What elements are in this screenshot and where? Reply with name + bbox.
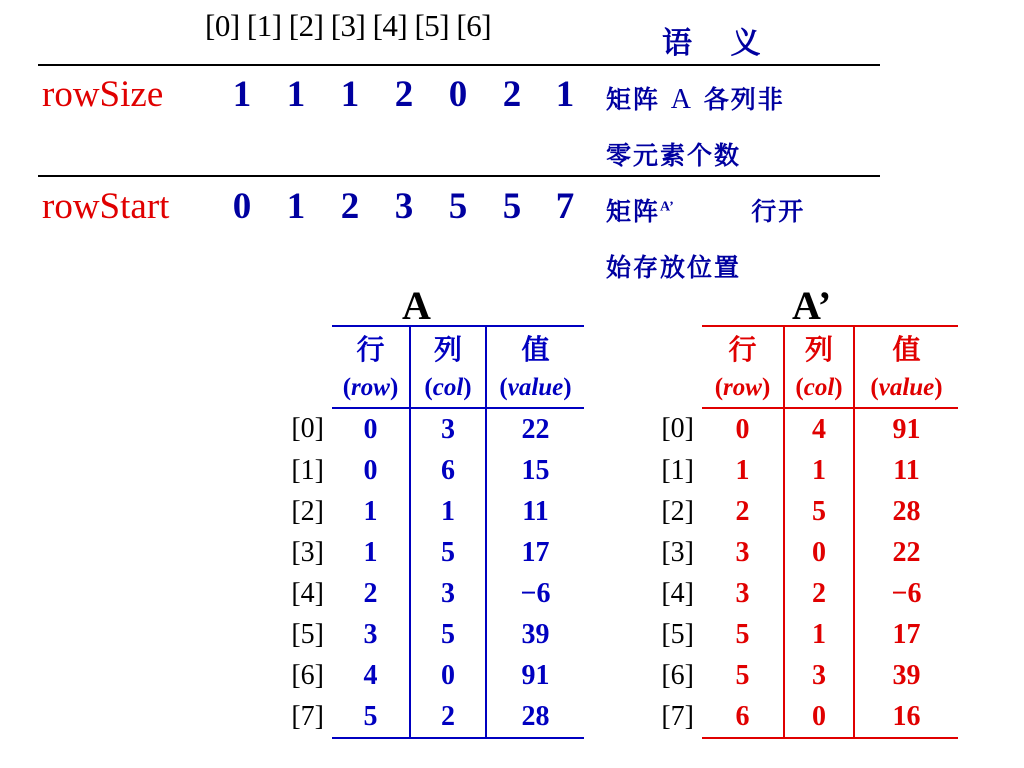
subheader-text: col — [803, 374, 835, 401]
cell-value: 39 — [854, 655, 958, 696]
cell-col: 1 — [784, 450, 854, 491]
cell-row: 0 — [735, 413, 750, 445]
subheader-text: row — [351, 374, 390, 401]
rowstart-value-3: 3 — [394, 186, 414, 227]
divider-top — [38, 64, 880, 66]
row-index: [5] — [291, 618, 324, 650]
row-index: [1] — [661, 454, 694, 486]
desc-text: 矩阵 — [606, 197, 661, 226]
column-index-header: [0] [1] [2] [3] [4] [5] [6] — [205, 8, 492, 43]
row-index: [7] — [661, 701, 694, 732]
rowstart-value-4: 5 — [448, 186, 468, 227]
cell-value: 16 — [854, 696, 958, 738]
cell-value: 15 — [486, 450, 584, 491]
rowsize-value-6: 1 — [555, 74, 575, 115]
cell-col: 2 — [784, 573, 854, 614]
cell-value: 11 — [486, 491, 584, 532]
cell-col: 4 — [784, 408, 854, 450]
desc-text: 矩阵 — [606, 85, 661, 114]
table-a-prime-title: A’ — [792, 283, 832, 328]
rowsize-label: rowSize — [42, 74, 164, 115]
row-index: [3] — [661, 536, 694, 568]
cell-row: 3 — [735, 577, 750, 609]
table-row — [270, 450, 584, 491]
cell-col: 3 — [784, 655, 854, 696]
cell-col: 1 — [410, 491, 486, 532]
header-value: 值 — [486, 326, 584, 369]
table-row — [270, 491, 584, 532]
cell-col: 6 — [410, 450, 486, 491]
header-col: 列 — [410, 326, 486, 369]
row-index: [3] — [291, 536, 324, 568]
cell-value: 91 — [854, 408, 958, 450]
cell-row: 6 — [702, 696, 784, 738]
subheader-value: (value) — [486, 369, 584, 408]
subheader-row: (row) — [332, 369, 410, 408]
cell-col: 3 — [410, 408, 486, 450]
header-value: 值 — [854, 326, 958, 369]
row-index: [2] — [291, 495, 324, 527]
cell-col: 5 — [784, 491, 854, 532]
table-a-prime — [640, 325, 958, 739]
matrix-a-prime-sup: A’ — [660, 199, 674, 215]
matrix-a-letter: A — [670, 84, 693, 115]
subheader-text: value — [878, 374, 935, 401]
table-row — [640, 573, 958, 614]
rowsize-description-line1 — [606, 80, 785, 116]
table-row — [270, 573, 584, 614]
subheader-text: row — [723, 374, 762, 401]
cell-row: 1 — [735, 454, 750, 486]
table-row — [270, 408, 584, 450]
rowstart-value-6: 7 — [555, 186, 575, 227]
table-row — [640, 655, 958, 696]
row-index: [0] — [291, 413, 324, 444]
row-index: [4] — [661, 577, 694, 609]
table-a-title: A — [402, 283, 431, 328]
cell-row: 2 — [363, 577, 378, 609]
desc-text: 行开 — [751, 197, 806, 226]
table-row — [270, 696, 584, 738]
rowstart-label: rowStart — [42, 186, 170, 227]
row-index: [6] — [661, 659, 694, 691]
row-index: [6] — [291, 659, 324, 691]
empty-cell — [640, 326, 702, 369]
subheader-text: col — [432, 374, 464, 401]
cell-row: 5 — [735, 618, 750, 650]
table-row — [270, 532, 584, 573]
cell-row: 5 — [735, 659, 750, 691]
table-row — [640, 491, 958, 532]
row-index: [4] — [291, 577, 324, 609]
header-row: 行 — [332, 326, 410, 369]
cell-row: 5 — [332, 696, 410, 738]
cell-col: 0 — [784, 532, 854, 573]
cell-col: 5 — [410, 532, 486, 573]
rowsize-value-2: 1 — [340, 74, 360, 115]
cell-col: 3 — [410, 573, 486, 614]
cell-value: 11 — [854, 450, 958, 491]
cell-value: 22 — [854, 532, 958, 573]
rowsize-value-4: 0 — [448, 74, 468, 115]
cell-value: −6 — [854, 573, 958, 614]
row-index: [2] — [661, 495, 694, 527]
cell-col: 2 — [410, 696, 486, 738]
cell-value: 22 — [486, 408, 584, 450]
rowstart-value-2: 2 — [340, 186, 360, 227]
row-index: [1] — [291, 454, 324, 486]
rowsize-value-0: 1 — [232, 74, 252, 115]
row-index: [0] — [661, 413, 694, 444]
cell-value: 91 — [486, 655, 584, 696]
table-row — [640, 614, 958, 655]
subheader-text: value — [507, 374, 564, 401]
cell-value: 39 — [486, 614, 584, 655]
rowstart-value-5: 5 — [502, 186, 522, 227]
table-row — [640, 532, 958, 573]
subheader-col: (col) — [784, 369, 854, 408]
cell-row: 0 — [363, 454, 378, 486]
table-row — [640, 408, 958, 450]
header-row: 行 — [702, 326, 784, 369]
rowstart-value-0: 0 — [232, 186, 252, 227]
rowsize-value-1: 1 — [286, 74, 306, 115]
table-row — [640, 696, 958, 738]
cell-row: 3 — [735, 536, 750, 568]
cell-col: 1 — [784, 614, 854, 655]
cell-row: 1 — [363, 495, 378, 527]
rowstart-description-line1 — [606, 192, 805, 228]
rowstart-description-line2: 始存放位置 — [606, 253, 742, 282]
cell-value: −6 — [486, 573, 584, 614]
cell-row: 4 — [363, 659, 378, 691]
empty-cell — [640, 369, 702, 408]
semantics-header: 语 义 — [662, 26, 775, 61]
divider-middle — [38, 175, 880, 177]
rowsize-value-5: 2 — [502, 74, 522, 115]
cell-row: 3 — [363, 618, 378, 650]
row-index: [7] — [291, 701, 324, 732]
cell-value: 28 — [486, 696, 584, 738]
rowsize-description-line2: 零元素个数 — [606, 141, 742, 170]
rowsize-value-3: 2 — [394, 74, 414, 115]
subheader-value: (value) — [854, 369, 958, 408]
cell-row: 1 — [363, 536, 378, 568]
subheader-row: (row) — [702, 369, 784, 408]
cell-value: 17 — [854, 614, 958, 655]
row-index: [5] — [661, 618, 694, 650]
table-row — [270, 614, 584, 655]
rowstart-value-1: 1 — [286, 186, 306, 227]
empty-cell — [270, 369, 332, 408]
cell-col: 5 — [410, 614, 486, 655]
table-a — [270, 325, 584, 739]
cell-value: 17 — [486, 532, 584, 573]
cell-col: 0 — [410, 655, 486, 696]
empty-cell — [270, 326, 332, 369]
cell-row: 0 — [363, 413, 378, 445]
desc-text: 各列非 — [703, 85, 785, 114]
subheader-col: (col) — [410, 369, 486, 408]
table-row — [640, 450, 958, 491]
cell-value: 28 — [854, 491, 958, 532]
header-col: 列 — [784, 326, 854, 369]
table-row — [270, 655, 584, 696]
cell-col: 0 — [784, 696, 854, 738]
cell-row: 2 — [735, 495, 750, 527]
